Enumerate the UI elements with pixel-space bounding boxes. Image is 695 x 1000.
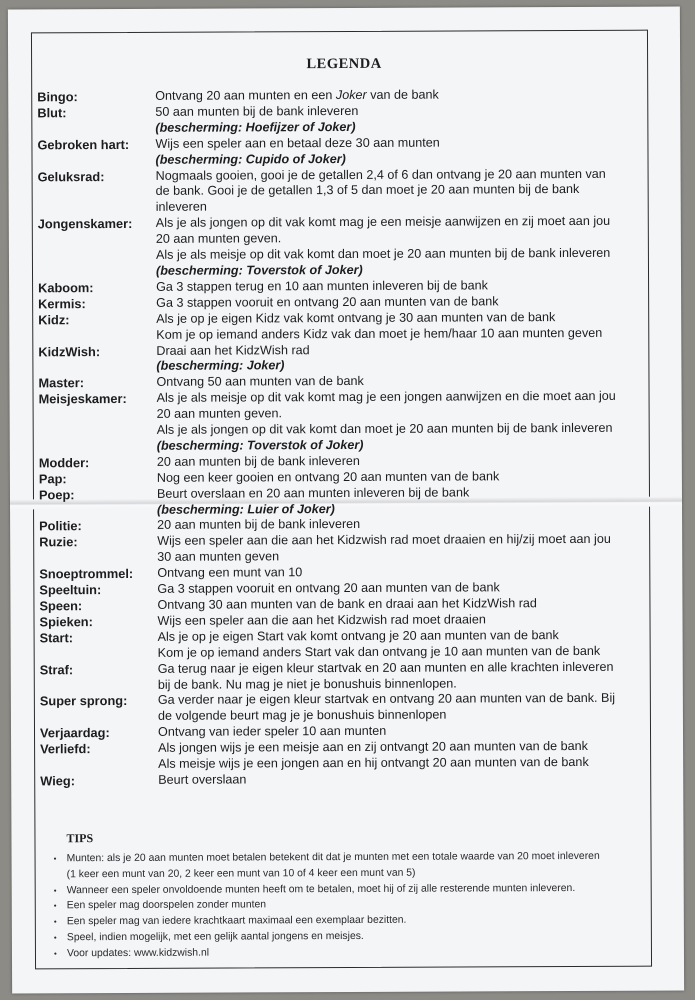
legend-term: Pap: [38,470,67,487]
tip-text [67,898,266,915]
description-line: Als je op je eigen Kidz vak komt ontvang je 30 aan munten van de bank [156,309,556,326]
legend-description [158,659,665,693]
description-line: 20 aan munten geven. [155,231,282,246]
legend-term: Start: [39,630,74,646]
legend-term: Speeltuin: [39,582,102,598]
description-line: Draai aan het KidzWish rad [156,342,310,358]
legend-entry [38,309,663,344]
legend-term: Master: [38,375,85,391]
protection-note: (bescherming: Toverstok of Joker) [155,262,363,278]
description-line: de bank. Gooi je de getallen 1,3 of 5 dan moet je 20 aan munten bij de bank [155,182,580,199]
legend-list [37,87,665,790]
description-line: Ga 3 stappen vooruit en ontvang 20 aan munten van de bank [157,580,500,596]
description-line: Ontvang 20 aan munten en een Joker van de bank [155,87,439,103]
description-line: bij de bank. Nu mag je niet je bonushuis binnenlopen. [157,676,457,692]
legend-description [155,103,662,137]
legend-term: Gebroken hart: [37,136,130,153]
legend-description [155,134,662,168]
legend-term: Meisjeskamer: [38,391,127,407]
description-line: 20 aan munten bij de bank inleveren [156,453,360,469]
legend-description [157,484,664,518]
description-line: de volgende beurt mag je je bonushuis binnenlopen [157,707,447,724]
description-line: 20 aan munten bij de bank inleveren [157,517,361,533]
description-line: Kom je op iemand anders Start vak dan ontvang je 10 aan munten van de bank [157,643,601,660]
description-line: Als je op je eigen Start vak komt ontvang je 20 aan munten van de bank [157,627,559,644]
legend-term: Jongenskamer: [37,216,133,232]
legend-description [158,771,665,789]
bullet-icon: • [53,885,57,895]
legend-term: KidzWish: [38,343,101,359]
legend-description [157,532,664,566]
tip-text [67,929,364,946]
description-line: Kom je op iemand anders Kidz vak dan moet je hem/haar 10 aan munten geven [156,325,603,342]
tip-line: Munten: als je 20 aan munten moet betalen betekent dit dat je munten met een totale waarde van 20 moet inleveren [66,850,600,865]
description-line: Als je als meisje op dit vak komt dan moet je 20 aan munten bij de bank inleveren [155,245,611,262]
description-line: Ga terug naar je eigen kleur startvak en 20 aan munten en alle krachten inleveren [157,659,614,676]
legend-description [156,214,663,280]
legend-description [158,691,665,725]
legend-term: Kaboom: [38,279,94,296]
legend-term: Kermis: [38,295,86,312]
description-line: Beurt overslaan en 20 aan munten inleveren bij de bank [156,485,470,501]
tip-item [54,943,654,961]
description-line: 20 aan munten geven. [156,406,282,421]
page-title: LEGENDA [306,55,382,73]
protection-note: (bescherming: Hoefijzer of Joker) [155,119,356,135]
legend-description [156,309,663,343]
legend-term: Politie: [39,518,82,534]
description-line: Als je als jongen op dit vak komt mag je een meisje aanwijzen en zij moet aan jou [155,214,611,231]
protection-note: (bescherming: Toverstok of Joker) [156,437,364,453]
legend-term: Verjaardag: [39,725,110,741]
legend-description [158,627,665,661]
legend-term: Wieg: [40,773,75,789]
tips-list [54,849,654,962]
bullet-icon: • [53,854,57,864]
tip-text [67,881,576,899]
tip-line: Voor updates: www.kidzwish.nl [66,947,210,960]
legend-description [156,166,663,216]
legend-term: Super sprong: [39,693,128,709]
legend-term: Verliefd: [40,741,91,757]
bullet-icon: • [53,917,57,927]
tip-line: Speel, indien mogelijk, met een gelijk aantal jongens en meisjes. [66,930,364,944]
description-line: Als meisje wijs je een jongen aan en hij ontvangt 20 aan munten van de bank [158,755,589,771]
description-line: Nogmaals gooien, gooi je de getallen 2,4 of 6 dan ontvang je 20 aan munten van [155,166,606,183]
description-line: Ontvang 30 aan munten van de bank en draai aan het KidzWish rad [157,596,537,612]
tips-heading: TIPS [66,831,94,846]
description-line: Wijs een speler aan die aan het Kidzwish rad moet draaien [157,612,486,628]
description-line: 50 aan munten bij de bank inleveren [155,103,359,119]
tip-line: Wanneer een speler onvoldoende munten heeft om te betalen, moet hij of zij alle resterende munten inleveren. [66,882,576,896]
description-line: Ontvang een munt van 10 [157,565,303,581]
tip-text [67,945,209,961]
tip-text [67,849,600,883]
legend-term: Poep: [38,486,75,502]
tip-line: (1 keer een munt van 20, 2 keer een munt van 10 of 4 keer een munt van 5) [66,867,416,881]
protection-note: (bescherming: Joker) [156,358,285,374]
description-line: Als je als meisje op dit vak komt mag je een jongen aanwijzen en die moet aan jou [156,389,616,406]
legend-term: Bingo: [37,89,78,105]
legend-entry [40,691,665,726]
legend-term: Straf: [39,661,74,677]
description-line: Ga verder naar je eigen kleur startvak en ontvang 20 aan munten van de bank. Bij [157,691,616,708]
legend-entry [40,771,665,790]
tip-item [54,880,654,898]
legend-term: Kidz: [38,311,70,328]
legend-term: Speen: [39,598,83,614]
protection-note: (bescherming: Luier of Joker) [157,501,335,517]
legend-entry [40,739,665,774]
legend-term: Geluksrad: [37,168,105,184]
legend-entry [37,103,662,138]
description-line: Ontvang 50 aan munten van de bank [156,374,364,390]
legend-entry [40,627,665,662]
description-line: inleveren [155,199,207,215]
legend-term: Snoeptrommel: [39,566,134,582]
legend-entry [38,166,663,216]
legend-entry [37,134,662,169]
legend-term: Spieken: [39,614,93,630]
description-line: Als jongen wijs je een meisje aan en zij ontvangt 20 aan munten van de bank [158,739,588,755]
paper-sheet [8,7,684,994]
description-line: Beurt overslaan [158,772,247,787]
legend-entry [38,214,663,280]
legend-entry [39,484,664,519]
legend-term: Blut: [37,105,67,121]
legend-term: Ruzie: [39,534,78,550]
legend-description [158,739,665,773]
tip-text [67,913,407,930]
bullet-icon: • [53,949,57,959]
legend-entry [39,389,664,455]
description-line: Wijs een speler aan die aan het Kidzwish rad moet draaien en hij/zij moet aan jou [157,532,611,549]
description-line: Nog een keer gooien en ontvang 20 aan munten van de bank [156,469,500,485]
legend-entry [40,659,665,694]
protection-note: (bescherming: Cupido of Joker) [155,151,346,167]
bullet-icon: • [53,933,57,943]
tip-line: Een speler mag doorspelen zonder munten [66,899,267,912]
legend-description [156,341,663,375]
tip-line: Een speler mag van iedere krachtkaart maximaal een exemplaar bezitten. [66,914,407,928]
description-line: Ga 3 stappen vooruit en ontvang 20 aan munten van de bank [156,294,499,310]
description-line: Als je als jongen op dit vak komt dan moet je 20 aan munten bij de bank inleveren [156,420,613,437]
description-line: 30 aan munten geven [157,549,280,565]
description-line: Wijs een speler aan en betaal deze 30 aan munten [155,135,440,151]
description-line: Ontvang van ieder speler 10 aan munten [157,724,387,740]
legend-description [157,389,664,455]
legend-entry [39,532,664,567]
bullet-icon: • [53,901,57,911]
description-line: Ga 3 stappen terug en 10 aan munten inleveren bij de bank [156,278,488,294]
tip-item [54,849,654,883]
legend-entry [38,341,663,376]
legend-term: Modder: [38,454,90,471]
